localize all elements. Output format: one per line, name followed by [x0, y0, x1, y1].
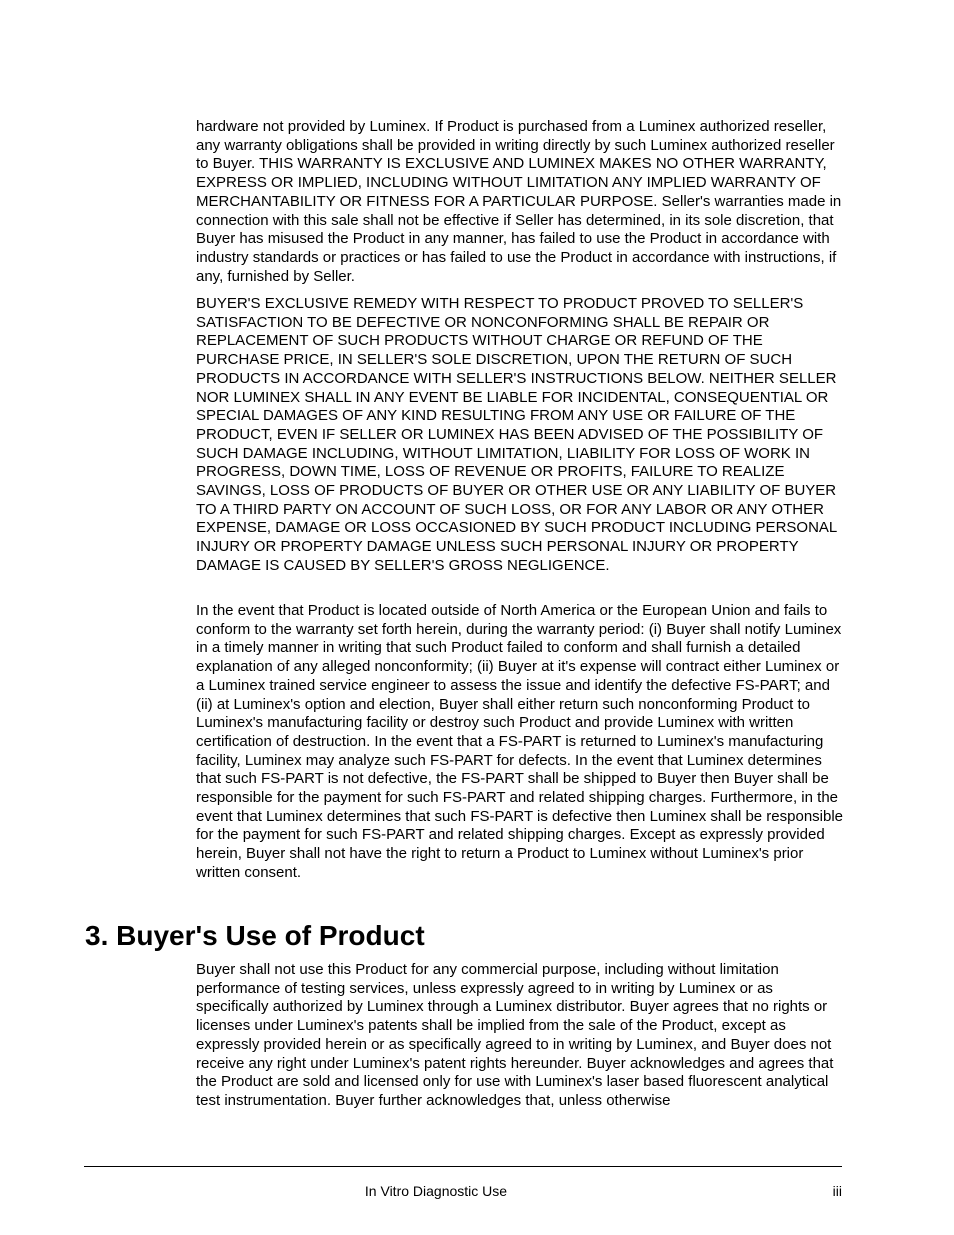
remedy-paragraph: BUYER'S EXCLUSIVE REMEDY WITH RESPECT TO PRODUCT PROVED TO SELLER'S SATISFACTION TO BE DEFECTIVE OR NONCONFORMING SHALL BE REPAIR OR REPLACEMENT OF SUCH PRODUCTS WITHOUT CHARGE OR REFUND OF THE PURCHASE PRICE, IN SELLER'S SOLE DISCRETION, UPON THE RETURN OF SUCH PRODUCTS IN ACCORDANCE WITH SELLER'S INSTRUCTIONS BELOW. NEITHER SELLER NOR LUMINEX SHALL IN ANY EVENT BE LIABLE FOR INCIDENTAL, CONSEQUENTIAL OR SPECIAL DAMAGES OF ANY KIND RESULTING FROM ANY USE OR FAILURE OF THE PRODUCT, EVEN IF SELLER OR LUMINEX HAS BEEN ADVISED OF THE POSSIBILITY OF SUCH DAMAGE INCLUDING, WITHOUT LIMITATION, LIABILITY FOR LOSS OF WORK IN PROGRESS, DOWN TIME, LOSS OF REVENUE OR PROFITS, FAILURE TO REALIZE SAVINGS, LOSS OF PRODUCTS OF BUYER OR OTHER USE OR ANY LIABILITY OF BUYER TO A THIRD PARTY ON ACCOUNT OF SUCH LOSS, OR FOR ANY LABOR OR ANY OTHER EXPENSE, DAMAGE OR LOSS OCCASIONED BY SUCH PRODUCT INCLUDING PERSONAL INJURY OR PROPERTY DAMAGE UNLESS SUCH PERSONAL INJURY OR PROPERTY DAMAGE IS CAUSED BY SELLER'S GROSS NEGLIGENCE. [196, 295, 837, 574]
warranty-paragraph: hardware not provided by Luminex. If Product is purchased from a Luminex authorized reseller, any warranty obligations shall be provided in writing directly by such Luminex authorized reseller to Buyer. THIS WARRANTY IS EXCLUSIVE AND LUMINEX MAKES NO OTHER WARRANTY, EXPRESS OR IMPLIED, INCLUDING WITHOUT LIMITATION ANY IMPLIED WARRANTY OF MERCHANTABILITY OR FITNESS FOR A PARTICULAR PURPOSE. Seller's warranties made in connection with this sale shall not be effective if Seller has determined, in its sole discretion, that Buyer has misused the Product in any manner, has failed to use the Product in accordance with industry standards or practices or has failed to use the Product in accordance with instructions, if any, furnished by Seller. [196, 118, 842, 285]
page-number: iii [832, 1183, 842, 1199]
footer-title: In Vitro Diagnostic Use [364, 1183, 508, 1199]
buyer-use-paragraph: Buyer shall not use this Product for any commercial purpose, including without limitation performance of testing services, unless expressly agreed to in writing by Luminex or as specifically authorized by Luminex through a Luminex distributor. Buyer agrees that no rights or licenses under Luminex's patents shall be implied from the sale of the Product, except as expressly provided herein or as specifically agreed to in writing by Luminex, and Buyer does not receive any right under Luminex's patent rights hereunder. Buyer acknowledges and agrees that the Product are sold and licensed only for use with Luminex's laser based fluorescent analytical test instrumentation. Buyer further acknowledges that, unless otherwise [196, 961, 834, 1109]
footer-divider [84, 1166, 842, 1167]
section-heading: 3. Buyer's Use of Product [85, 920, 425, 951]
outside-region-paragraph: In the event that Product is located outside of North America or the European Union and fails to conform to the warranty set forth herein, during the warranty period: (i) Buyer shall notify Luminex in a timely manner in writing that such Product failed to conform and shall furnish a detailed explanation of any alleged nonconformity; (ii) Buyer at it's expense will contract either Luminex or a Luminex trained service engineer to assess the issue and identify the defective FS-PART; and (ii) at Luminex's option and election, Buyer shall either return such nonconforming Product to Luminex's manufacturing facility or destroy such Product and provide Luminex with written certification of destruction. In the event that a FS-PART is returned to Luminex's manufacturing facility, Luminex may analyze such FS-PART for defects. In the event that Luminex determines that such FS-PART is not defective, the FS-PART shall be shipped to Buyer then Buyer shall be responsible for the payment for such FS-PART and related shipping charges. Furthermore, in the event that Luminex determines that such FS-PART is defective then Luminex shall be responsible for the payment for such FS-PART and related shipping charges. Except as expressly provided herein, Buyer shall not have the right to return a Product to Luminex without Luminex's prior written consent. [196, 602, 844, 881]
